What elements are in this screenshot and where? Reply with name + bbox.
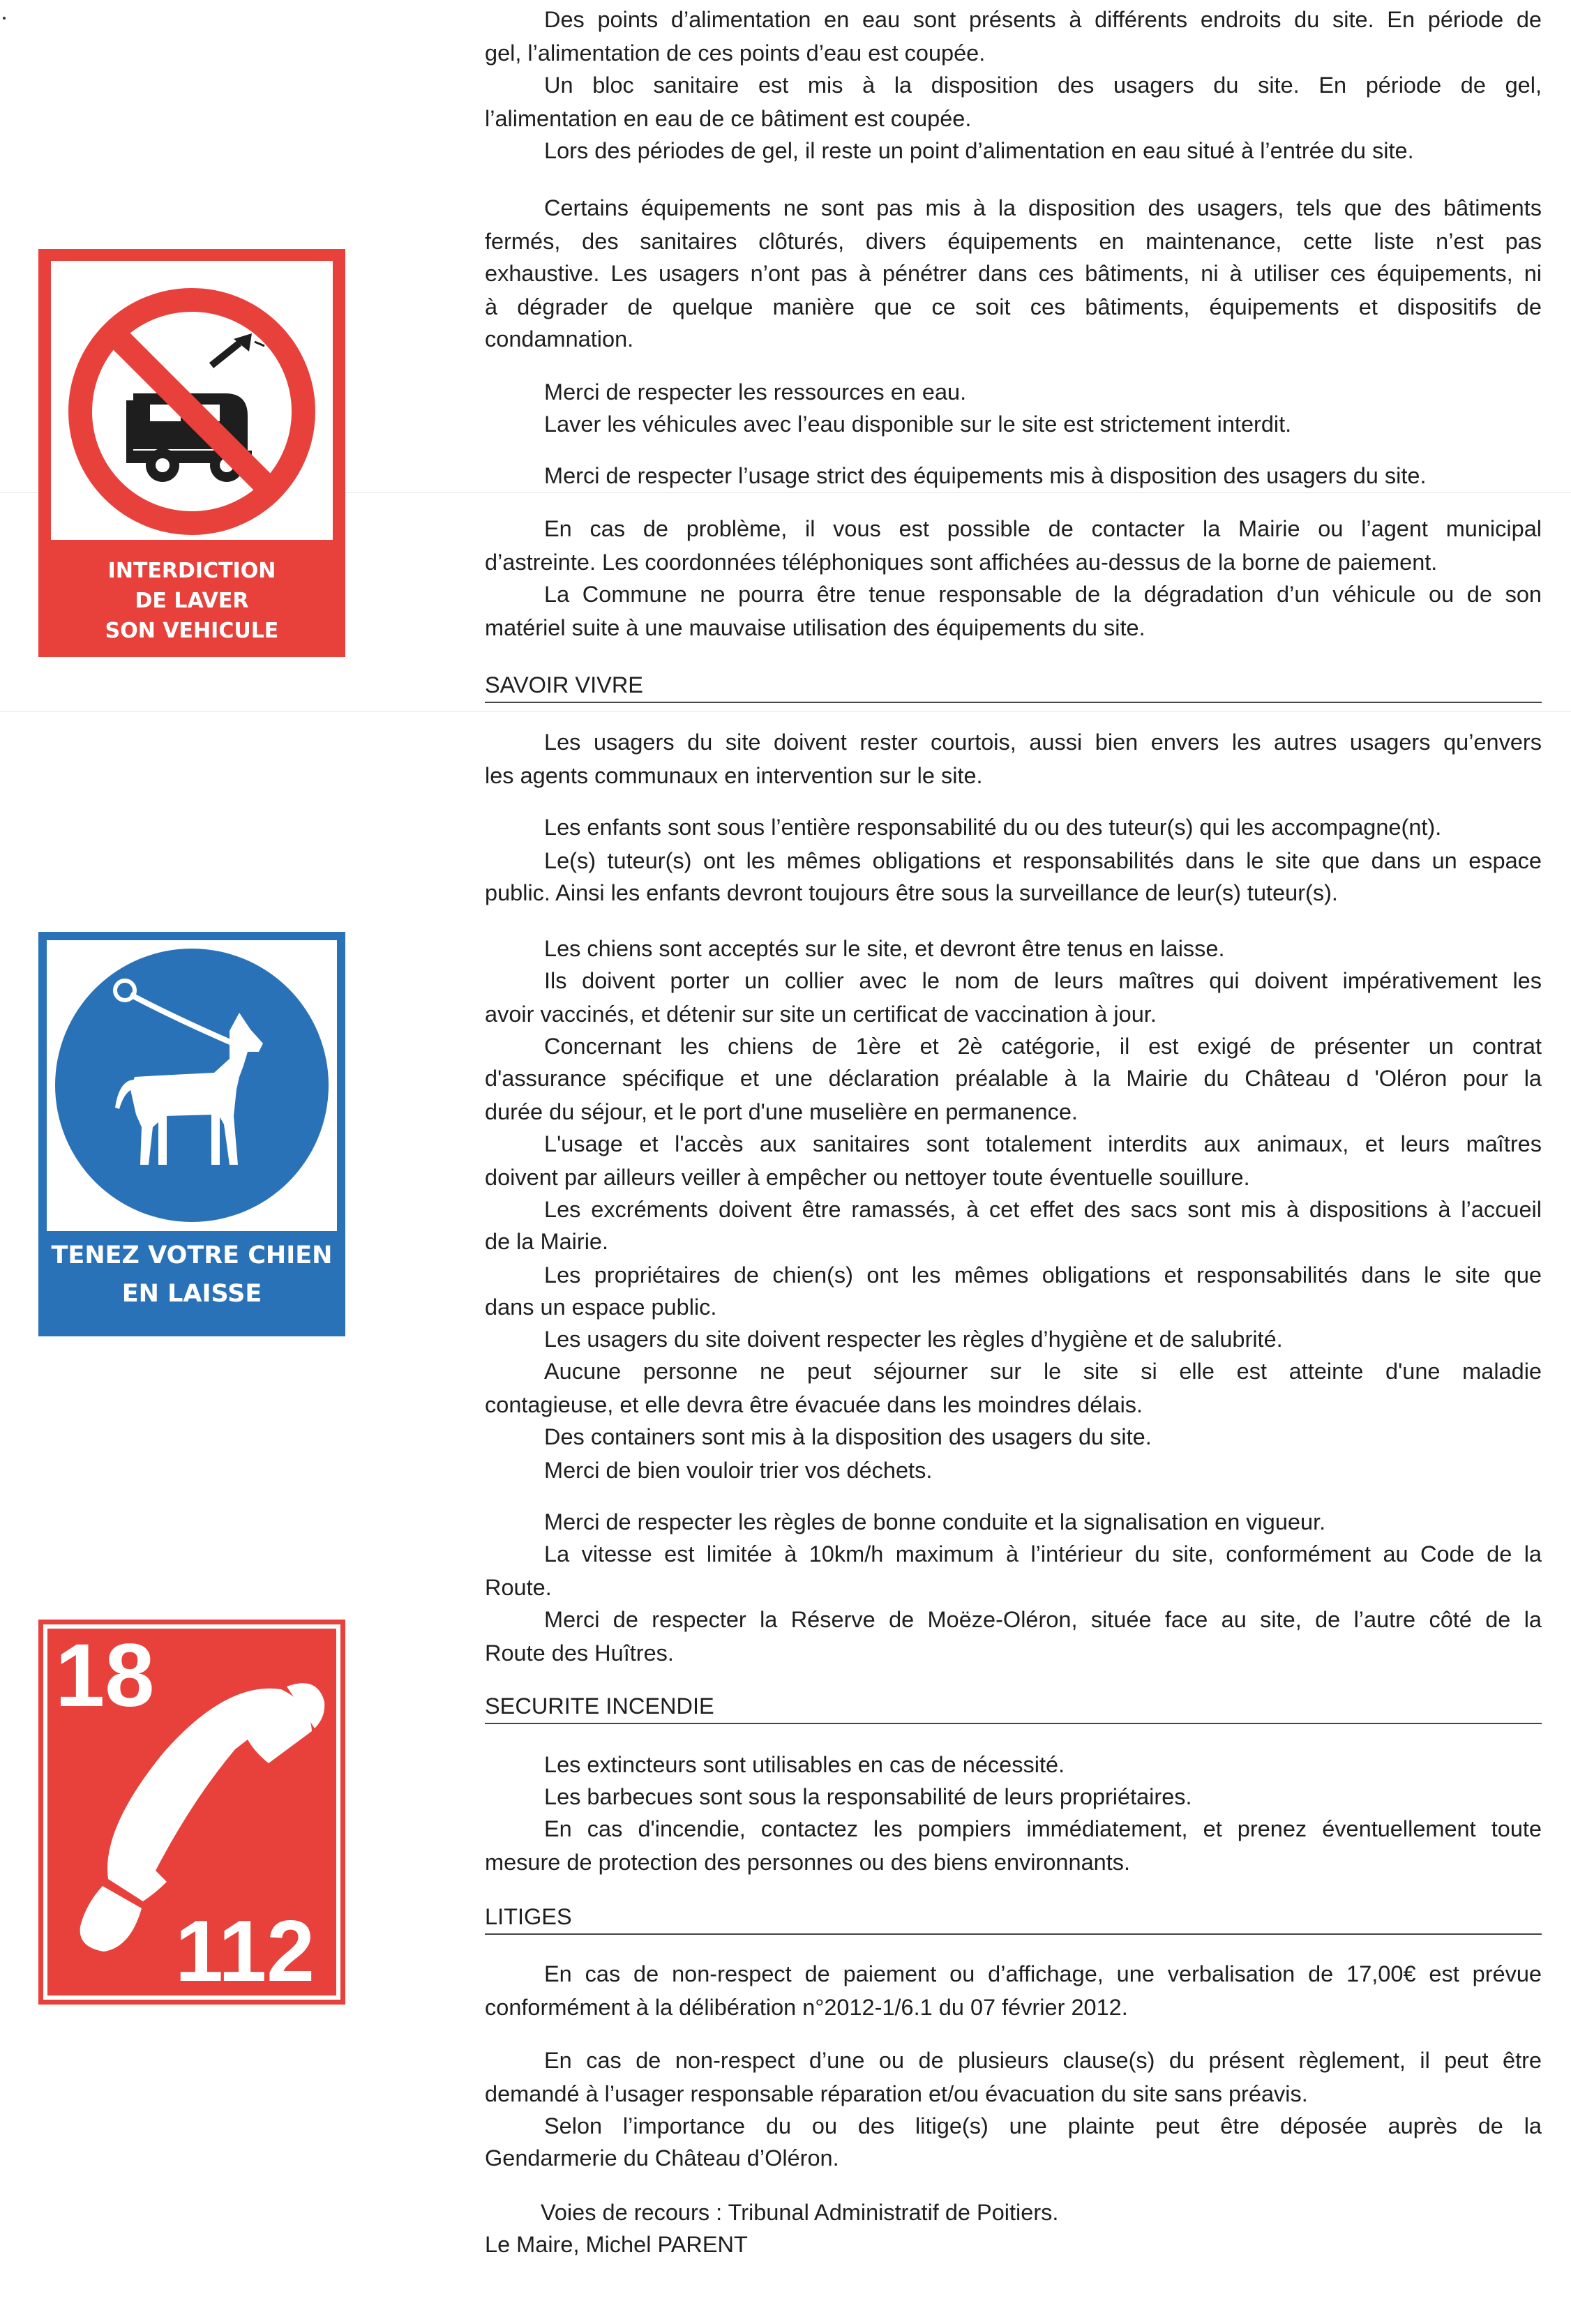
text-line: de la Mairie. <box>485 1229 609 1254</box>
scan-speck <box>3 17 6 20</box>
text-line: Un bloc sanitaire est mis à la disposition des usagers du site. En période de gel, <box>544 73 1542 98</box>
text-line: Les excréments doivent être ramassés, à cet effet des sacs sont mis à dispositions à l’accueil <box>544 1197 1542 1222</box>
telephone-icon <box>38 1620 345 2005</box>
sign-no-vehicle-washing <box>38 249 345 657</box>
text-line: durée du séjour, et le port d'une muselière en permanence. <box>485 1099 1078 1124</box>
sign-dog-panel <box>47 940 337 1231</box>
text-line: condamnation. <box>485 326 634 352</box>
text-line: Lors des périodes de gel, il reste un point d’alimentation en eau situé à l’entrée du site. <box>544 138 1414 163</box>
text-line: Merci de respecter l’usage strict des équipements mis à disposition des usagers du site. <box>544 463 1427 488</box>
text-line: Merci de bien vouloir trier vos déchets. <box>544 1458 933 1483</box>
section-heading-savoir-vivre: SAVOIR VIVRE <box>485 671 1542 703</box>
text-line: Route. <box>485 1575 552 1600</box>
text-line: d'assurance spécifique et une déclaration préalable à la Mairie du Château d 'Oléron pour la <box>485 1066 1542 1091</box>
text-line: exhaustive. Les usagers n’ont pas à pénétrer dans ces bâtiments, ni à utiliser ces équipements, ni <box>485 261 1542 286</box>
emergency-number-112: 112 <box>175 1903 315 2000</box>
text-line: demandé à l’usager responsable réparation et/ou évacuation du site sans préavis. <box>485 2081 1308 2106</box>
mayor-signature: Le Maire, Michel PARENT <box>485 2232 748 2257</box>
text-line: Les usagers du site doivent respecter les règles d’hygiène et de salubrité. <box>544 1327 1283 1352</box>
text-line: L'usage et l'accès aux sanitaires sont totalement interdits aux animaux, et leurs maîtres <box>544 1131 1542 1156</box>
text-line: Le(s) tuteur(s) ont les mêmes obligations et responsabilités dans le site que dans un espace <box>544 848 1542 873</box>
text-line: Laver les véhicules avec l’eau disponible sur le site est strictement interdit. <box>544 412 1292 437</box>
text-line: Merci de respecter les ressources en eau. <box>544 379 967 405</box>
sign-wash-panel <box>51 261 333 540</box>
sign-emergency-numbers <box>38 1620 345 2005</box>
text-line: Ils doivent porter un collier avec le nom de leurs maîtres qui doivent impérativement les <box>544 968 1542 993</box>
sign-dog-on-leash <box>38 932 345 1336</box>
sign-dog-caption <box>38 1237 345 1313</box>
text-line: Les chiens sont acceptés sur le site, et devront être tenus en laisse. <box>544 936 1225 961</box>
text-line: Les enfants sont sous l’entière responsabilité du ou des tuteur(s) qui les accompagne(nt). <box>544 815 1442 840</box>
dog-on-leash-icon <box>47 940 337 1231</box>
text-line: gel, l’alimentation de ces points d’eau est coupée. <box>485 40 986 66</box>
text-line: public. Ainsi les enfants devront toujours être sous la surveillance de leur(s) tuteur(s). <box>485 880 1338 905</box>
text-line: La Commune ne pourra être tenue responsable de la dégradation d’un véhicule ou de son <box>544 582 1542 607</box>
text-line: Les propriétaires de chien(s) ont les mêmes obligations et responsabilités dans le site que <box>544 1262 1542 1288</box>
text-line: En cas de non-respect de paiement ou d’affichage, une verbalisation de 17,00€ est prévue <box>544 1961 1542 1986</box>
text-line: avoir vaccinés, et détenir sur site un certificat de vaccination à jour. <box>485 1002 1157 1027</box>
no-vehicle-washing-icon <box>51 261 333 540</box>
text-line: Route des Huîtres. <box>485 1640 674 1666</box>
text-line: Concernant les chiens de 1ère et 2è catégorie, il est exigé de présenter un contrat <box>544 1034 1542 1059</box>
text-line: En cas d'incendie, contactez les pompiers immédiatement, et prenez éventuellement toute <box>544 1816 1542 1841</box>
emergency-number-18: 18 <box>55 1626 155 1726</box>
text-line: Selon l’importance du ou des litige(s) une plainte peut être déposée auprès de la <box>544 2113 1542 2138</box>
text-line: Merci de respecter la Réserve de Moëze-Oléron, située face au site, de l’autre côté de la <box>544 1607 1542 1632</box>
text-line: En cas de non-respect d’une ou de plusieurs clause(s) du présent règlement, il peut être <box>544 2048 1542 2073</box>
sign-wash-caption <box>38 556 345 646</box>
text-line: Des containers sont mis à la disposition des usagers du site. <box>544 1424 1152 1449</box>
text-line: dans un espace public. <box>485 1295 717 1320</box>
sign-wash-caption-line: INTERDICTION <box>107 559 276 583</box>
text-line: Les extincteurs sont utilisables en cas de nécessité. <box>544 1752 1065 1777</box>
text-line: conformément à la délibération n°2012-1/6.1 du 07 février 2012. <box>485 1995 1128 2020</box>
section-heading-litiges: LITIGES <box>485 1903 1542 1935</box>
sign-wash-caption-line: DE LAVER <box>135 589 249 613</box>
appeal-route: Voies de recours : Tribunal Administratif de Poitiers. <box>541 2200 1059 2225</box>
text-line: contagieuse, et elle devra être évacuée dans les moindres délais. <box>485 1392 1143 1417</box>
text-line: Des points d’alimentation en eau sont présents à différents endroits du site. En période de <box>544 7 1542 32</box>
text-line: La vitesse est limitée à 10km/h maximum à l’intérieur du site, conformément au Code de la <box>544 1541 1542 1567</box>
text-line: doivent par ailleurs veiller à empêcher ou nettoyer toute éventuelle souillure. <box>485 1165 1250 1190</box>
text-line: l’alimentation en eau de ce bâtiment est coupée. <box>485 106 972 131</box>
section-heading-securite-incendie: SECURITE INCENDIE <box>485 1692 1542 1724</box>
text-line: d’astreinte. Les coordonnées téléphoniques sont affichées au-dessus de la borne de paiement. <box>485 550 1438 575</box>
text-line: à dégrader de quelque manière que ce soit ces bâtiments, équipements et dispositifs de <box>485 294 1542 319</box>
sign-wash-caption-line: SON VEHICULE <box>105 619 279 643</box>
text-line: Aucune personne ne peut séjourner sur le site si elle est atteinte d'une maladie <box>544 1359 1542 1384</box>
text-line: Les barbecues sont sous la responsabilité de leurs propriétaires. <box>544 1784 1192 1809</box>
text-line: Merci de respecter les règles de bonne conduite et la signalisation en vigueur. <box>544 1509 1326 1534</box>
text-line: matériel suite à une mauvaise utilisation des équipements du site. <box>485 615 1145 640</box>
text-line: fermés, des sanitaires clôturés, divers équipements en maintenance, cette liste n’est pas <box>485 229 1542 254</box>
text-line: Certains équipements ne sont pas mis à la disposition des usagers, tels que des bâtiments <box>544 195 1542 220</box>
text-line: En cas de problème, il vous est possible de contacter la Mairie ou l’agent municipal <box>544 516 1542 541</box>
text-line: les agents communaux en intervention sur le site. <box>485 763 983 788</box>
sign-dog-caption-line: TENEZ VOTRE CHIEN <box>51 1242 333 1269</box>
text-line: mesure de protection des personnes ou des biens environnants. <box>485 1850 1131 1875</box>
text-line: Les usagers du site doivent rester courtois, aussi bien envers les autres usagers qu’envers <box>544 730 1542 755</box>
text-line: Gendarmerie du Château d’Oléron. <box>485 2145 839 2171</box>
sign-dog-caption-line: EN LAISSE <box>121 1280 262 1308</box>
